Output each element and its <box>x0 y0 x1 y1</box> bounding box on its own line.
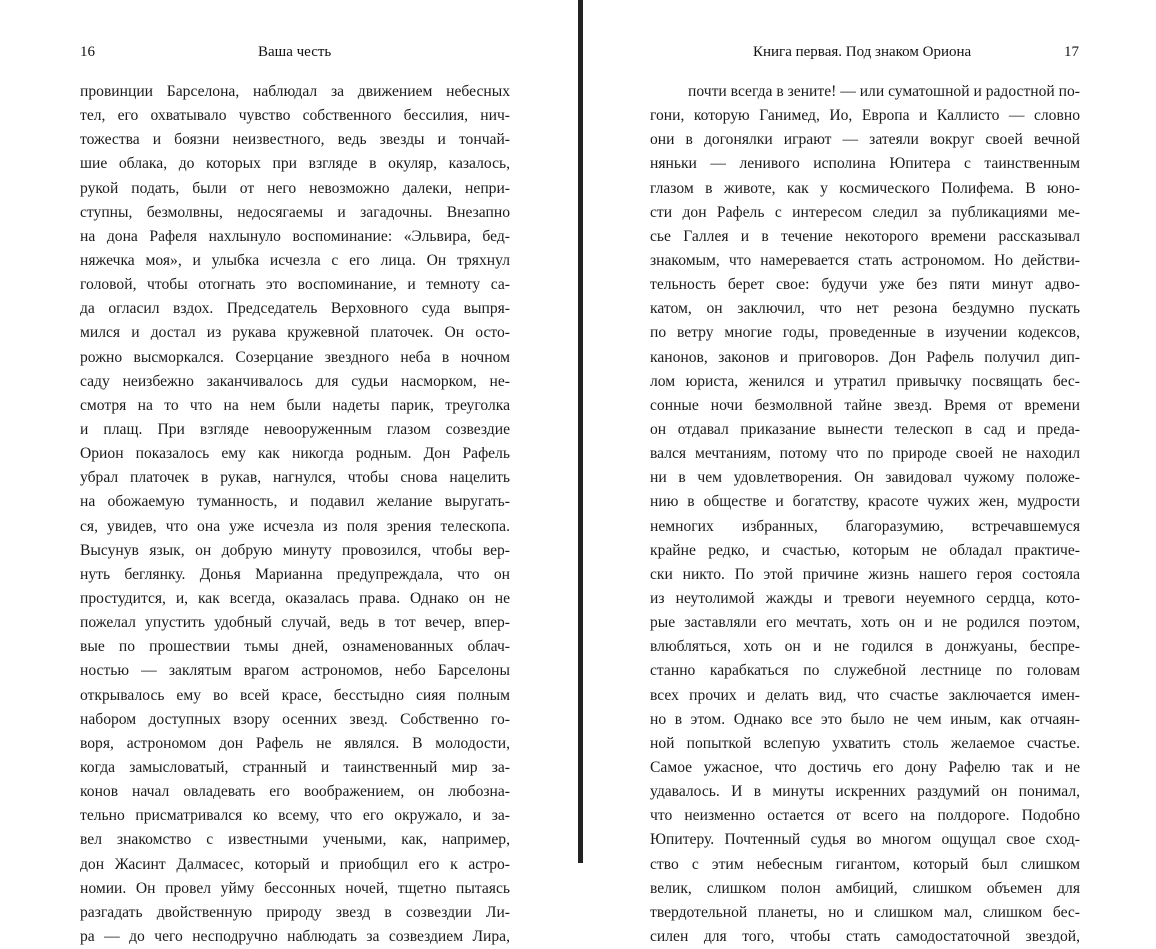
text-line: вался мечтаниям, потому что по природе своей не находил <box>650 445 1080 463</box>
text-line: станно карабкаться по служебной лестнице по головам <box>650 662 1080 680</box>
text-line: саду неизбежно заканчивалось для судьи насморком, не- <box>80 372 510 390</box>
text-line: да огласил вздох. Председатель Верховного суда выпря- <box>80 300 510 318</box>
text-line: няжечка моя», и улыбка исчезла с его лица. Он тряхнул <box>80 251 510 269</box>
text-line: убрал платочек в рукав, нагнулся, чтобы снова нацелить <box>80 469 510 487</box>
text-line: на обожаемую туманность, и подавил желание выругать- <box>80 493 510 511</box>
text-line: ностью — заклятым врагом астрономов, небо Барселоны <box>80 662 510 680</box>
text-line: вые по прошествии тьмы дней, ознаменованных облач- <box>80 638 510 656</box>
text-line: твердотельной планеты, но и слишком мал, слишком бес- <box>650 903 1080 921</box>
text-line: простудится, и, как всегда, оказалась права. Однако он не <box>80 589 510 607</box>
text-line: набором доступных взору осенних звезд. Собственно го- <box>80 710 510 728</box>
text-line: когда замысловатый, странный и таинственный мир за- <box>80 758 510 776</box>
text-line: удавалось. И в минуты искренних раздумий он понимал, <box>650 783 1080 801</box>
text-line: рожно высморкался. Созерцание звездного неба в ночном <box>80 348 510 366</box>
text-line: тельность берет свое: будучи уже без пяти минут адво- <box>650 276 1080 294</box>
text-line: по ветру многие годы, проведенные в изучении кодексов, <box>650 324 1080 342</box>
text-line: сонные ночи безмолвной тайне звезд. Время от времени <box>650 396 1080 414</box>
text-line: открывалось ему во всей красе, бесстыдно сияя полным <box>80 686 510 704</box>
right-page <box>583 0 1156 945</box>
text-line: няньки — ленивого исполина Юпитера с таинственным <box>650 155 1080 173</box>
text-line: почти всегда в зените! — или суматошной и радостной по- <box>688 83 1080 100</box>
text-line: ступны, безмолвны, недосягаемы и загадочны. Внезапно <box>80 203 510 221</box>
text-line: тельно присматривался ко всему, что его окружало, и за- <box>80 807 510 825</box>
text-line: силен для того, чтобы стать самодостаточной звездой, <box>650 927 1080 945</box>
text-line: вел знакомство с известными учеными, как, например, <box>80 831 510 849</box>
body-text <box>650 80 1080 949</box>
text-line: знакомым, что намеревается стать астрономом. Но действи- <box>650 251 1080 269</box>
text-line: и плащ. При взгляде невооруженным глазом созвездие <box>80 420 510 438</box>
running-title: Ваша честь <box>258 44 332 60</box>
text-line: катом, он заключил, что нет резона бездумно пускать <box>650 300 1080 318</box>
text-line: он отдавал приказание вынести телескоп в сад и преда- <box>650 420 1080 438</box>
text-line: гони, которую Ганимед, Ио, Европа и Каллисто — словно <box>650 107 1080 125</box>
text-line: немногих избранных, благоразумию, встречавшемуся <box>650 517 1080 535</box>
text-line: Юпитеру. Почтенный судья во многом ощущал свое сход- <box>650 831 1080 849</box>
text-line: Высунув язык, он добрую минуту провозился, чтобы вер- <box>80 541 510 559</box>
text-line: тожества и боязни неизвестного, ведь звезды и тончай- <box>80 131 510 149</box>
text-line: рые заставляли его мечтать, хоть он и не родился поэтом, <box>650 614 1080 632</box>
text-line: велик, слишком полон амбиций, слишком объемен для <box>650 879 1080 897</box>
text-line: дон Жасинт Далмасес, который и приобщил его к астро- <box>80 855 510 873</box>
text-line: нуть беглянку. Донья Марианна предупреждала, что он <box>80 565 510 583</box>
text-line: на дона Рафеля нахлынуло воспоминание: «Эльвира, бед- <box>80 227 510 245</box>
text-line: воря, астрономом дон Рафель не являлся. В молодости, <box>80 734 510 752</box>
text-line: ся, увидев, что она уже исчезла из поля зрения телескопа. <box>80 517 510 535</box>
text-line: влюбляться, хоть он и не годился в донжуаны, беспре- <box>650 638 1080 656</box>
text-line: ство с этим небесным гигантом, который был слишком <box>650 855 1080 873</box>
body-text <box>80 80 510 949</box>
page-number: 16 <box>80 44 95 60</box>
text-line: из неутолимой жажды и тревоги неуемного сердца, кото- <box>650 589 1080 607</box>
text-line: лом юриста, женился и утратил привычку посвящать бес- <box>650 372 1080 390</box>
text-line: шие облака, до которых при взгляде в окуляр, казалось, <box>80 155 510 173</box>
text-line: что неизменно остается от всего на полдороге. Подобно <box>650 807 1080 825</box>
text-line: сти дон Рафель с интересом следил за публикациями ме- <box>650 203 1080 221</box>
text-line: мился и достал из рукава кружевной платочек. Он осто- <box>80 324 510 342</box>
text-line: но в этом. Однако все это было не чем иным, как отчаян- <box>650 710 1080 728</box>
text-line: канонов, законов и приговоров. Дон Рафель получил дип- <box>650 348 1080 366</box>
text-line: всех прочих и делать вид, что счастье заключается имен- <box>650 686 1080 704</box>
text-line: ной попыткой вслепую ухватить столь желаемое счастье. <box>650 734 1080 752</box>
text-line: Самое ужасное, что достичь его дону Рафелю так и не <box>650 758 1080 776</box>
text-line: крайне редко, и счастью, которым не обладал практиче- <box>650 541 1080 559</box>
text-line: Орион показалось ему как никогда родным. Дон Рафель <box>80 445 510 463</box>
text-line: они в догонялки играют — затеяли вокруг своей вечной <box>650 131 1080 149</box>
left-page <box>0 0 578 945</box>
page-number: 17 <box>1064 44 1079 60</box>
text-line: смотря на то что на нем были надеты парик, треуголка <box>80 396 510 414</box>
text-line: ни в чем удовлетворения. Он завидовал чужому положе- <box>650 469 1080 487</box>
text-line: головой, чтобы отогнать это воспоминание, и темноту са- <box>80 276 510 294</box>
text-line: провинции Барселона, наблюдал за движением небесных <box>80 83 510 100</box>
text-line: ра — до чего несподручно наблюдать за созвездием Лира, <box>80 927 510 945</box>
text-line: сье Галлея и в течение некоторого времени рассказывал <box>650 227 1080 245</box>
text-line: ски никто. По этой причине жизнь нашего героя состояла <box>650 565 1080 583</box>
text-line: рукой подать, были от него невозможно далеки, непри- <box>80 179 510 197</box>
running-title: Книга первая. Под знаком Ориона <box>753 44 972 60</box>
text-line: глазом в животе, как у космического Полифема. В юно- <box>650 179 1080 197</box>
text-line: разгадать двойственную природу звезд в созвездии Ли- <box>80 903 510 921</box>
text-line: пожелал упустить удобный случай, ведь в тот вечер, впер- <box>80 614 510 632</box>
text-line: тел, его охватывало чувство собственного бессилия, нич- <box>80 107 510 125</box>
text-line: конов начал овладевать его воображением, он любозна- <box>80 783 510 801</box>
text-line: номии. Он провел уйму бессонных ночей, тщетно пытаясь <box>80 879 510 897</box>
text-line: нию в обществе и богатству, красоте чужих жен, мудрости <box>650 493 1080 511</box>
